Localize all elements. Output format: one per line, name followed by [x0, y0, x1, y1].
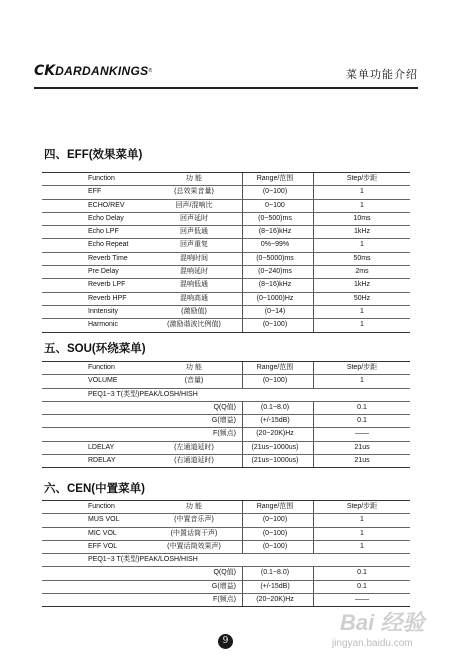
cell-range: (0~100) [262, 542, 288, 550]
cell-function: Pre Delay [88, 268, 119, 276]
cell-function: Reverb Time [88, 254, 128, 262]
cell-range: (+/-15dB) [260, 417, 290, 425]
cell-step: 0.1 [357, 582, 367, 590]
col-header-step: Step/步距 [346, 364, 378, 371]
cell-cn: (总效果音量) [174, 188, 214, 196]
cell-step: —— [355, 596, 369, 604]
table-row [42, 293, 410, 306]
table-header-row [42, 501, 410, 514]
cell-range: (0.1~8.0) [260, 403, 290, 411]
cell-range: (0~500)ms [258, 214, 292, 222]
cell-cn: (激励值) [181, 307, 207, 315]
col-header-step: Step/步距 [346, 503, 378, 510]
cell-cn: (右通道延时) [174, 457, 214, 465]
page-header-title: 菜单功能介绍 [346, 69, 418, 81]
eff-table [42, 172, 410, 333]
cell-step: 21us [354, 457, 370, 465]
cell-range: (0~100) [262, 529, 288, 537]
cell-cn: (中置话筒效果声) [167, 542, 221, 550]
watermark-url: jingyan.baidu.com [332, 638, 413, 649]
logo-mark: CK [34, 63, 56, 79]
peq-type-row [42, 554, 410, 567]
cell-step: 50ms [353, 254, 371, 262]
cell-step: —— [355, 430, 369, 438]
cell-range: 0~100 [265, 201, 285, 209]
cell-function: RDELAY [88, 457, 116, 465]
cell-step: 0.1 [357, 417, 367, 425]
cell-step: 1 [360, 542, 364, 550]
cen-table [42, 500, 410, 607]
cell-function: Echo LPF [88, 228, 119, 236]
cell-range: (21us~1000us) [251, 443, 299, 451]
cell-step: 1kHz [354, 281, 370, 289]
brand-logo [34, 64, 152, 78]
cell-function: Echo Delay [88, 214, 124, 222]
cell-function: ECHO/REV [88, 201, 125, 209]
table-row [42, 319, 410, 331]
cell-range: (0~5000)ms [256, 254, 294, 262]
header-divider [34, 87, 418, 89]
table-row [42, 541, 410, 554]
table-row [42, 581, 410, 594]
table-row [42, 415, 410, 428]
cell-range: (20~20K)Hz [256, 430, 294, 438]
table-row [42, 239, 410, 252]
cell-step: 1 [360, 241, 364, 249]
cell-cn: G(增益) [211, 582, 236, 590]
cell-range: (21us~1000us) [251, 457, 299, 465]
table-header-row [42, 362, 410, 375]
table-row [42, 455, 410, 467]
cell-function: EFF [88, 188, 102, 196]
cell-step: 0.1 [357, 569, 367, 577]
table-row [42, 279, 410, 292]
cell-range: (0~1000)Hz [256, 294, 294, 302]
cell-cn: Q(Q值) [213, 403, 236, 411]
table-row [42, 186, 410, 199]
cell-cn: (中置话筒干声) [170, 529, 218, 537]
col-header-cn: 功 能 [186, 364, 202, 371]
sou-table [42, 361, 410, 468]
cell-cn: 回声延时 [180, 214, 208, 222]
table-row [42, 528, 410, 541]
cell-step: 1 [360, 201, 364, 209]
cell-range: 0%~99% [260, 241, 290, 249]
page-number: 9 [218, 634, 233, 649]
watermark [310, 606, 428, 656]
col-header-function: Function [88, 503, 115, 510]
cell-function: MUS VOL [88, 516, 120, 524]
watermark-brand: Bai 经验 [340, 610, 425, 635]
table-row [42, 253, 410, 266]
table-row [42, 375, 410, 388]
cell-cn: 混响低通 [180, 281, 208, 289]
cell-cn: 混响高通 [180, 294, 208, 302]
cell-function: MIC VOL [88, 529, 117, 537]
peq-type-label: PEQ1~3 T(类型)PEAK/LOSH/HISH [88, 390, 198, 398]
cell-range: (0~100) [262, 321, 288, 329]
table-row [42, 226, 410, 239]
peq-type-label: PEQ1~3 T(类型)PEAK/LOSH/HISH [88, 556, 198, 564]
cell-step: 0.1 [357, 403, 367, 411]
cell-range: (0~240)ms [258, 268, 292, 276]
cell-step: 50Hz [353, 294, 371, 302]
cell-function: VOLUME [88, 377, 118, 385]
cell-range: (0~100) [262, 377, 288, 385]
cell-function: Inntensity [88, 307, 118, 315]
col-header-cn: 功 能 [186, 503, 202, 510]
col-header-range: Range/范围 [256, 175, 294, 182]
cell-cn: (左通道延时) [174, 443, 214, 451]
cell-step: 1 [360, 188, 364, 196]
cell-cn: F(频点) [213, 430, 236, 438]
cell-cn: 回声低通 [180, 228, 208, 236]
table-row [42, 306, 410, 319]
table-row [42, 200, 410, 213]
table-row [42, 442, 410, 455]
cell-cn: 混响时间 [180, 254, 208, 262]
table-row [42, 213, 410, 226]
cell-range: (0.1~8.0) [260, 569, 290, 577]
table-row [42, 428, 410, 441]
cell-cn: (音量) [184, 377, 204, 385]
cell-range: (0~100) [262, 516, 288, 524]
table-row [42, 402, 410, 415]
cell-step: 1kHz [354, 228, 370, 236]
cen-section-title: 六、CEN(中置菜单) [44, 483, 145, 495]
cell-step: 2ms [355, 268, 369, 276]
cell-step: 1 [360, 321, 364, 329]
cell-range: (0~14) [264, 307, 286, 315]
cell-step: 10ms [353, 214, 371, 222]
cell-cn: (激励谐波比例值) [167, 321, 221, 329]
eff-section-title: 四、EFF(效果菜单) [44, 149, 143, 161]
cell-function: EFF VOL [88, 542, 118, 550]
cell-range: (0~100) [262, 188, 288, 196]
cell-function: Reverb HPF [88, 294, 127, 302]
cell-function: Harmonic [88, 321, 118, 329]
cell-cn: 混响延时 [180, 268, 208, 276]
cell-cn: (中置音乐声) [174, 516, 214, 524]
peq-type-row [42, 389, 410, 402]
cell-step: 1 [360, 307, 364, 315]
table-row [42, 266, 410, 279]
registered-mark: ® [148, 68, 153, 74]
cell-cn: 回声/混响比 [175, 201, 213, 209]
cell-cn: 回声重复 [180, 241, 208, 249]
cell-step: 21us [354, 443, 370, 451]
table-row [42, 514, 410, 527]
cell-function: LDELAY [88, 443, 115, 451]
col-header-range: Range/范围 [256, 364, 294, 371]
cell-range: (8~16)kHz [258, 228, 292, 236]
col-header-cn: 功 能 [186, 175, 202, 182]
cell-step: 1 [360, 377, 364, 385]
table-row [42, 594, 410, 606]
page-header [34, 62, 418, 84]
cell-function: Echo Repeat [88, 241, 129, 249]
table-row [42, 567, 410, 580]
cell-cn: F(频点) [213, 596, 236, 604]
cell-range: (+/-15dB) [260, 582, 290, 590]
col-header-function: Function [88, 364, 115, 371]
col-header-function: Function [88, 175, 115, 182]
logo-text: DARDANKINGS [55, 64, 149, 78]
cell-cn: G(增益) [211, 417, 236, 425]
col-header-step: Step/步距 [346, 175, 378, 182]
cell-step: 1 [360, 516, 364, 524]
table-header-row [42, 173, 410, 186]
cell-range: (8~16)kHz [258, 281, 292, 289]
cell-step: 1 [360, 529, 364, 537]
col-header-range: Range/范围 [256, 503, 294, 510]
sou-section-title: 五、SOU(环绕菜单) [44, 343, 146, 355]
cell-range: (20~20K)Hz [256, 596, 294, 604]
cell-function: Reverb LPF [88, 281, 126, 289]
cell-cn: Q(Q值) [213, 569, 236, 577]
